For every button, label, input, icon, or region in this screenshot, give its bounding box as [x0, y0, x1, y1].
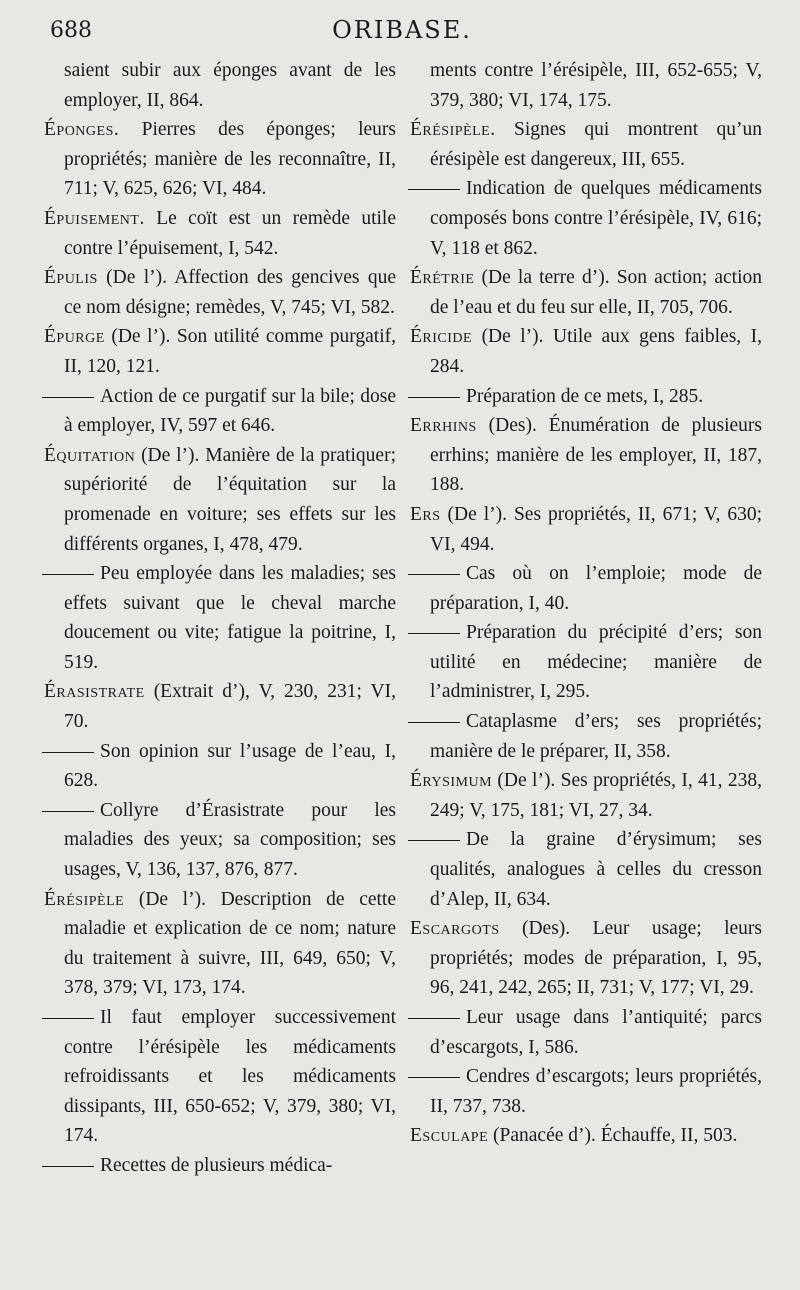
ditto-dash: [408, 722, 460, 723]
entry-text: Leur usage dans l’antiquité; parcs d’escargots, I, 586.: [430, 1007, 762, 1058]
ditto-dash: [42, 752, 94, 753]
index-subentry: [44, 559, 396, 677]
entry-term: Érysimum: [410, 770, 493, 792]
index-subentry: [410, 707, 762, 766]
entry-text: (De la terre d’). Son action; action de l’eau et du feu sur elle, II, 705, 706.: [430, 267, 763, 318]
index-entry: [44, 263, 396, 322]
index-subentry: [44, 737, 396, 796]
ditto-dash: [42, 574, 94, 575]
ditto-dash: [408, 633, 460, 634]
index-subentry: [44, 1151, 396, 1181]
index-entry: [410, 500, 762, 559]
entry-text: Son opinion sur l’usage de l’eau, I, 628.: [64, 740, 396, 792]
entry-term: Ers: [410, 503, 441, 525]
index-entry: [44, 322, 396, 381]
index-subentry: [410, 1062, 762, 1121]
index-subentry: [410, 618, 762, 707]
entry-text: Recettes de plusieurs médica-: [100, 1154, 333, 1176]
entry-term: Érésipèle.: [410, 119, 496, 141]
ditto-dash: [408, 1018, 460, 1019]
entry-text: (De l’). Affection des gencives que ce nom désigne; remèdes, V, 745; VI, 582.: [64, 267, 397, 318]
running-title: ORIBASE.: [332, 16, 472, 44]
index-entry: [44, 677, 396, 736]
index-column-left: [44, 56, 396, 1181]
entry-term: Érésipèle: [44, 888, 125, 910]
ditto-dash: [408, 840, 460, 841]
index-entry: [410, 263, 762, 322]
entry-term: Errhins: [410, 415, 477, 437]
entry-term: Éponges.: [44, 119, 120, 141]
entry-text: Préparation de ce mets, I, 285.: [466, 385, 704, 407]
entry-text: Pierres des éponges; leurs propriétés; manière de les reconnaître, II, 711; V, 625, 626; VI, 484.: [64, 119, 396, 200]
index-entry: [410, 115, 762, 174]
index-entry: [44, 885, 396, 1003]
entry-text: Préparation du précipité d’ers; son utilité en médecine; manière de l’administrer, I, 295.: [430, 622, 762, 703]
index-entry: [44, 115, 396, 204]
ditto-dash: [42, 397, 94, 398]
page-header: [44, 12, 760, 52]
entry-text: Peu employée dans les maladies; ses effets suivant que le cheval marche doucement ou vite; fatigue la poitrine, I, 519.: [64, 563, 396, 673]
entry-term: Éricide: [410, 326, 473, 348]
entry-text: Cataplasme d’ers; ses propriétés; manière de le préparer, II, 358.: [430, 711, 762, 762]
ditto-dash: [42, 1166, 94, 1167]
ditto-dash: [408, 1077, 460, 1078]
index-subentry: [410, 174, 762, 263]
index-entry: [410, 322, 762, 381]
entry-text: (De l’). Son utilité comme purgatif, II, 120, 121.: [64, 326, 396, 377]
entry-text: saient subir aux éponges avant de les employer, II, 864.: [64, 60, 396, 111]
entry-text: ments contre l’érésipèle, III, 652-655; V, 379, 380; VI, 174, 175.: [430, 60, 762, 111]
index-entry: [410, 411, 762, 500]
entry-term: Épuisement.: [44, 207, 145, 229]
index-subentry: [410, 825, 762, 914]
index-subentry: [410, 1003, 762, 1062]
index-entry-continuation: [44, 56, 396, 115]
entry-text: Signes qui montrent qu’un érésipèle est dangereux, III, 655.: [430, 119, 762, 170]
index-column-right: [410, 56, 762, 1151]
entry-text: Le coït est un remède utile contre l’épuisement, I, 542.: [64, 207, 396, 259]
entry-text: (Des). Énumération de plusieurs errhins; manière de les employer, II, 187, 188.: [430, 415, 762, 496]
entry-text: Indication de quelques médicaments composés bons contre l’érésipèle, IV, 616; V, 118 et 862.: [430, 178, 762, 259]
entry-text: Cendres d’escargots; leurs propriétés, II, 737, 738.: [430, 1066, 762, 1117]
entry-text: Collyre d’Érasistrate pour les maladies des yeux; sa composition; ses usages, V, 136, 137, 876, 877.: [64, 799, 396, 881]
index-entry: [410, 914, 762, 1003]
entry-text: (De l’). Ses propriétés, II, 671; V, 630; VI, 494.: [430, 503, 762, 555]
entry-text: Action de ce purgatif sur la bile; dose à employer, IV, 597 et 646.: [64, 385, 396, 437]
entry-text: Il faut employer successivement contre l’érésipèle les médicaments refroidissants et les médicaments dissipants, III, 650-652; V, 379, 380; VI, 174.: [64, 1007, 396, 1147]
entry-text: (Panacée d’). Échauffe, II, 503.: [493, 1125, 738, 1147]
index-entry: [44, 441, 396, 559]
ditto-dash: [42, 811, 94, 812]
index-entry: [410, 766, 762, 825]
index-entry-continuation: [410, 56, 762, 115]
entry-text: (De l’). Description de cette maladie et explication de ce nom; nature du traitement à suivre, III, 649, 650; V, 378, 379; VI, 173, 174.: [64, 888, 396, 999]
entry-text: (De l’). Manière de la pratiquer; supériorité de l’équitation sur la promenade en voiture; ses effets sur les différents organes, I, 478, 479.: [64, 444, 396, 555]
entry-term: Escargots: [410, 918, 500, 940]
entry-text: Cas où on l’emploie; mode de préparation, I, 40.: [430, 563, 762, 614]
ditto-dash: [408, 189, 460, 190]
index-subentry: [410, 559, 762, 618]
index-subentry: [44, 1003, 396, 1151]
page-number: 688: [50, 18, 92, 43]
entry-text: (De l’). Utile aux gens faibles, I, 284.: [430, 326, 763, 377]
ditto-dash: [42, 1018, 94, 1019]
entry-term: Érasistrate: [44, 681, 145, 703]
entry-term: Esculape: [410, 1125, 489, 1147]
entry-text: (Extrait d’), V, 230, 231; VI, 70.: [64, 681, 396, 733]
entry-term: Épulis: [44, 267, 98, 289]
entry-term: Érétrie: [410, 267, 475, 289]
entry-term: Épurge: [44, 326, 105, 348]
entry-text: (De l’). Ses propriétés, I, 41, 238, 249; V, 175, 181; VI, 27, 34.: [430, 770, 762, 821]
index-entry: [44, 204, 396, 263]
entry-text: (Des). Leur usage; leurs propriétés; modes de préparation, I, 95, 96, 241, 242, 265; II, 731; V, 177; VI, 29.: [430, 918, 762, 999]
index-entry: [410, 1121, 762, 1151]
index-subentry: [44, 382, 396, 441]
index-subentry: [410, 382, 762, 412]
index-subentry: [44, 796, 396, 885]
ditto-dash: [408, 574, 460, 575]
entry-term: Équitation: [44, 444, 136, 466]
ditto-dash: [408, 397, 460, 398]
entry-text: De la graine d’érysimum; ses qualités, analogues à celles du cresson d’Alep, II, 634.: [430, 829, 762, 910]
